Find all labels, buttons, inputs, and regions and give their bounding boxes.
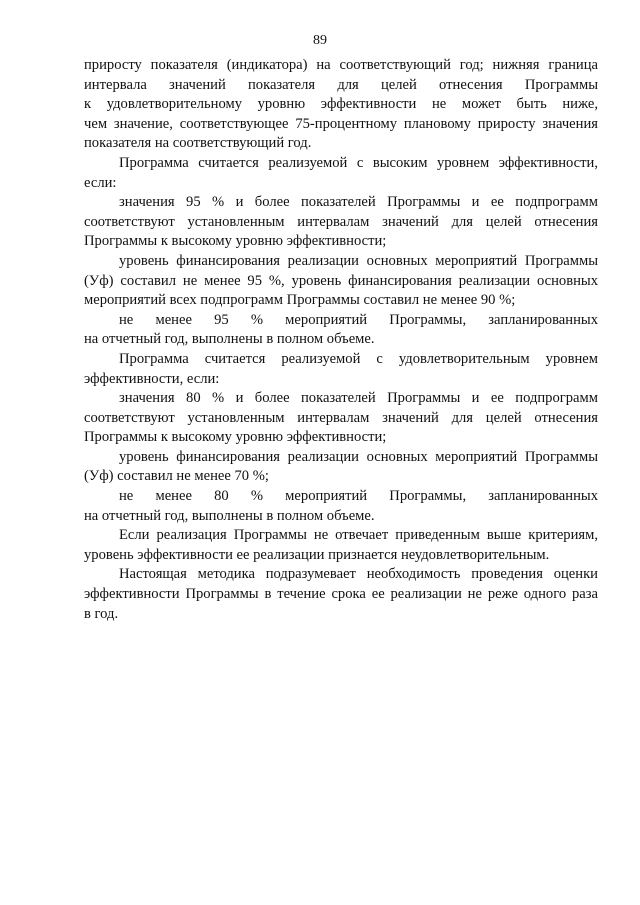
text-line: к удовлетворительному уровню эффективности не может быть ниже, bbox=[84, 96, 598, 113]
text-line: Программа считается реализуемой с высоким уровнем эффективности, bbox=[119, 154, 598, 171]
text-line: чем значение, соответствующее 75-процентному плановому приросту значения bbox=[84, 115, 598, 132]
text-line: уровень эффективности ее реализации признается неудовлетворительным. bbox=[84, 546, 550, 563]
text-line: эффективности Программы в течение срока ее реализации не реже одного раза bbox=[84, 586, 598, 603]
text-line: приросту показателя (индикатора) на соответствующий год; нижняя граница bbox=[84, 57, 598, 73]
text-line: (Уф) составил не менее 95 %, уровень финансирования реализации основных bbox=[84, 272, 598, 289]
text-line: Программа считается реализуемой с удовлетворительным уровнем bbox=[119, 350, 598, 367]
text-line: эффективности, если: bbox=[84, 370, 220, 387]
text-line: Программы к высокому уровню эффективности; bbox=[84, 233, 387, 250]
text-line: соответствуют установленным интервалам значений для целей отнесения bbox=[84, 409, 598, 426]
text-line: если: bbox=[84, 174, 117, 191]
text-line: не менее 80 % мероприятий Программы, запланированных bbox=[119, 488, 598, 505]
text-line: интервала значений показателя для целей отнесения Программы bbox=[84, 76, 598, 93]
text-line: значения 80 % и более показателей Программы и ее подпрограмм bbox=[119, 390, 598, 407]
text-line: (Уф) составил не менее 70 %; bbox=[84, 468, 269, 485]
text-line: не менее 95 % мероприятий Программы, запланированных bbox=[119, 311, 598, 328]
text-line: на отчетный год, выполнены в полном объеме. bbox=[84, 507, 375, 524]
page-number: 89 bbox=[313, 33, 327, 48]
text-line: в год. bbox=[84, 605, 119, 622]
text-line: мероприятий всех подпрограмм Программы составил не менее 90 %; bbox=[84, 292, 516, 309]
text-line: уровень финансирования реализации основных мероприятий Программы bbox=[119, 252, 598, 269]
document-body bbox=[84, 56, 598, 624]
text-line: уровень финансирования реализации основных мероприятий Программы bbox=[119, 448, 598, 465]
text-line: Настоящая методика подразумевает необходимость проведения оценки bbox=[119, 566, 598, 583]
text-line: соответствуют установленным интервалам значений для целей отнесения bbox=[84, 213, 598, 230]
text-line: Программы к высокому уровню эффективности; bbox=[84, 429, 387, 446]
text-line: показателя на соответствующий год. bbox=[84, 135, 312, 152]
text-line: на отчетный год, выполнены в полном объеме. bbox=[84, 331, 375, 348]
text-line: значения 95 % и более показателей Программы и ее подпрограмм bbox=[119, 194, 598, 211]
text-line: Если реализация Программы не отвечает приведенным выше критериям, bbox=[119, 527, 598, 544]
